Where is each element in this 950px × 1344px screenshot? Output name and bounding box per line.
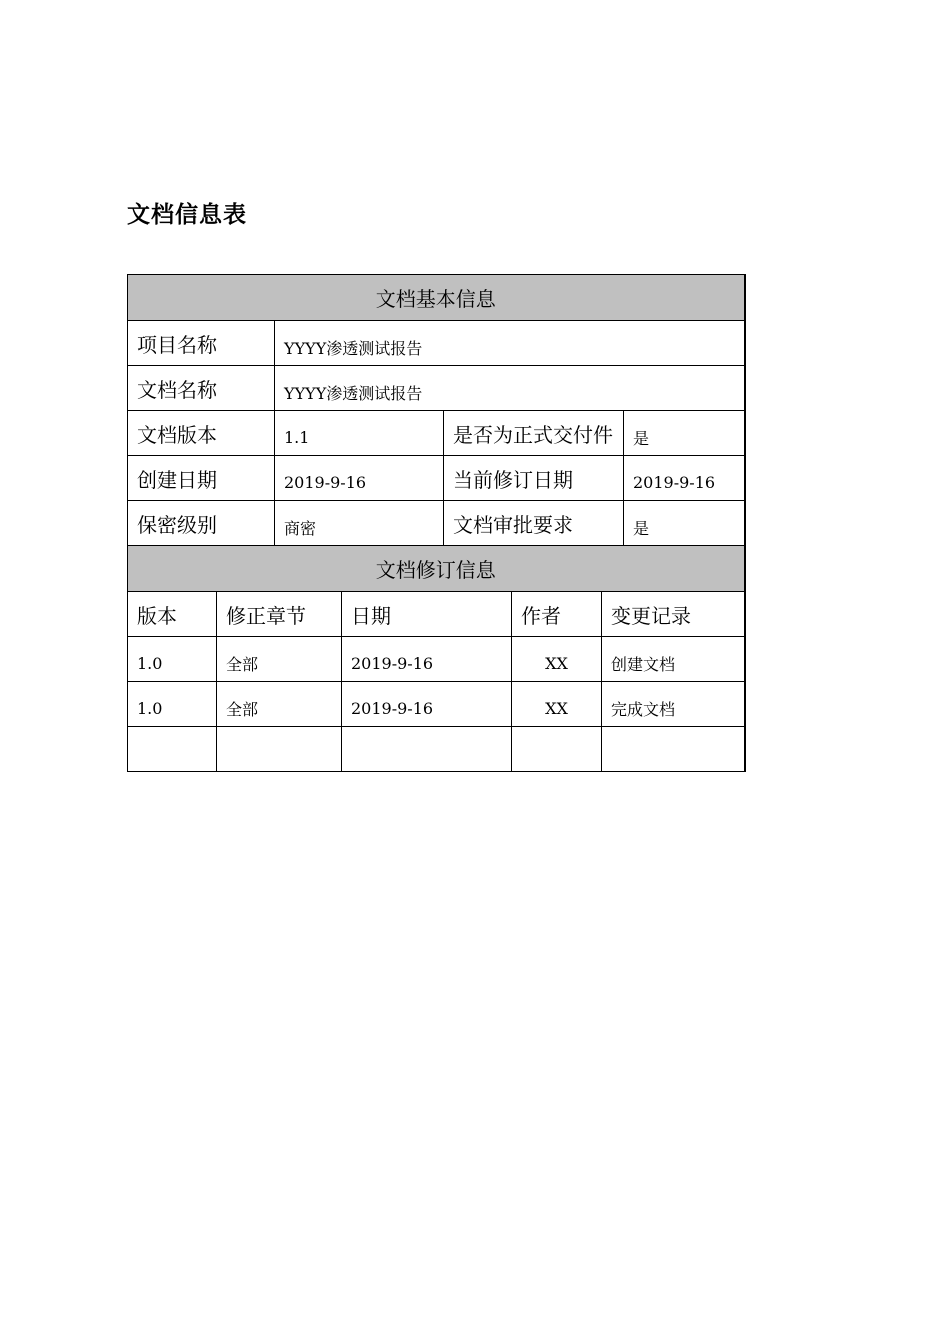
row-author: XX (512, 682, 602, 727)
empty-table-row (128, 727, 745, 772)
created-row (128, 456, 745, 501)
doc-name-value: YYYY渗透测试报告 (275, 366, 745, 411)
secrecy-label: 保密级别 (128, 501, 275, 546)
version-row (128, 411, 745, 456)
project-name-row (128, 321, 745, 366)
revised-value: 2019-9-16 (624, 456, 745, 501)
row-version: 1.0 (128, 682, 217, 727)
row-date: 2019-9-16 (342, 682, 512, 727)
created-label: 创建日期 (128, 456, 275, 501)
header-section: 修正章节 (217, 592, 342, 637)
header-author: 作者 (512, 592, 602, 637)
secrecy-row (128, 501, 745, 546)
empty-cell (217, 727, 342, 772)
approval-label: 文档审批要求 (444, 501, 624, 546)
header-date: 日期 (342, 592, 512, 637)
empty-cell (128, 727, 217, 772)
revision-header-row (128, 592, 745, 637)
doc-name-label: 文档名称 (128, 366, 275, 411)
version-value: 1.1 (275, 411, 444, 456)
document-info-table (127, 274, 746, 772)
row-section: 全部 (217, 682, 342, 727)
table-row (128, 682, 745, 727)
revision-section-title: 文档修订信息 (128, 546, 745, 592)
version-label: 文档版本 (128, 411, 275, 456)
project-name-label: 项目名称 (128, 321, 275, 366)
row-change-log: 创建文档 (602, 637, 745, 682)
row-change-log: 完成文档 (602, 682, 745, 727)
empty-cell (512, 727, 602, 772)
formal-label: 是否为正式交付件 (444, 411, 624, 456)
header-change-log: 变更记录 (602, 592, 745, 637)
revised-label: 当前修订日期 (444, 456, 624, 501)
empty-cell (342, 727, 512, 772)
table-row (128, 637, 745, 682)
row-date: 2019-9-16 (342, 637, 512, 682)
row-section: 全部 (217, 637, 342, 682)
approval-value: 是 (624, 501, 745, 546)
empty-cell (602, 727, 745, 772)
header-version: 版本 (128, 592, 217, 637)
row-version: 1.0 (128, 637, 217, 682)
row-author: XX (512, 637, 602, 682)
formal-value: 是 (624, 411, 745, 456)
secrecy-value: 商密 (275, 501, 444, 546)
project-name-value: YYYY渗透测试报告 (275, 321, 745, 366)
basic-section-row (128, 275, 745, 321)
revision-section-row (128, 546, 745, 592)
page-title: 文档信息表 (127, 202, 247, 228)
doc-name-row (128, 366, 745, 411)
created-value: 2019-9-16 (275, 456, 444, 501)
basic-section-title: 文档基本信息 (128, 275, 745, 321)
